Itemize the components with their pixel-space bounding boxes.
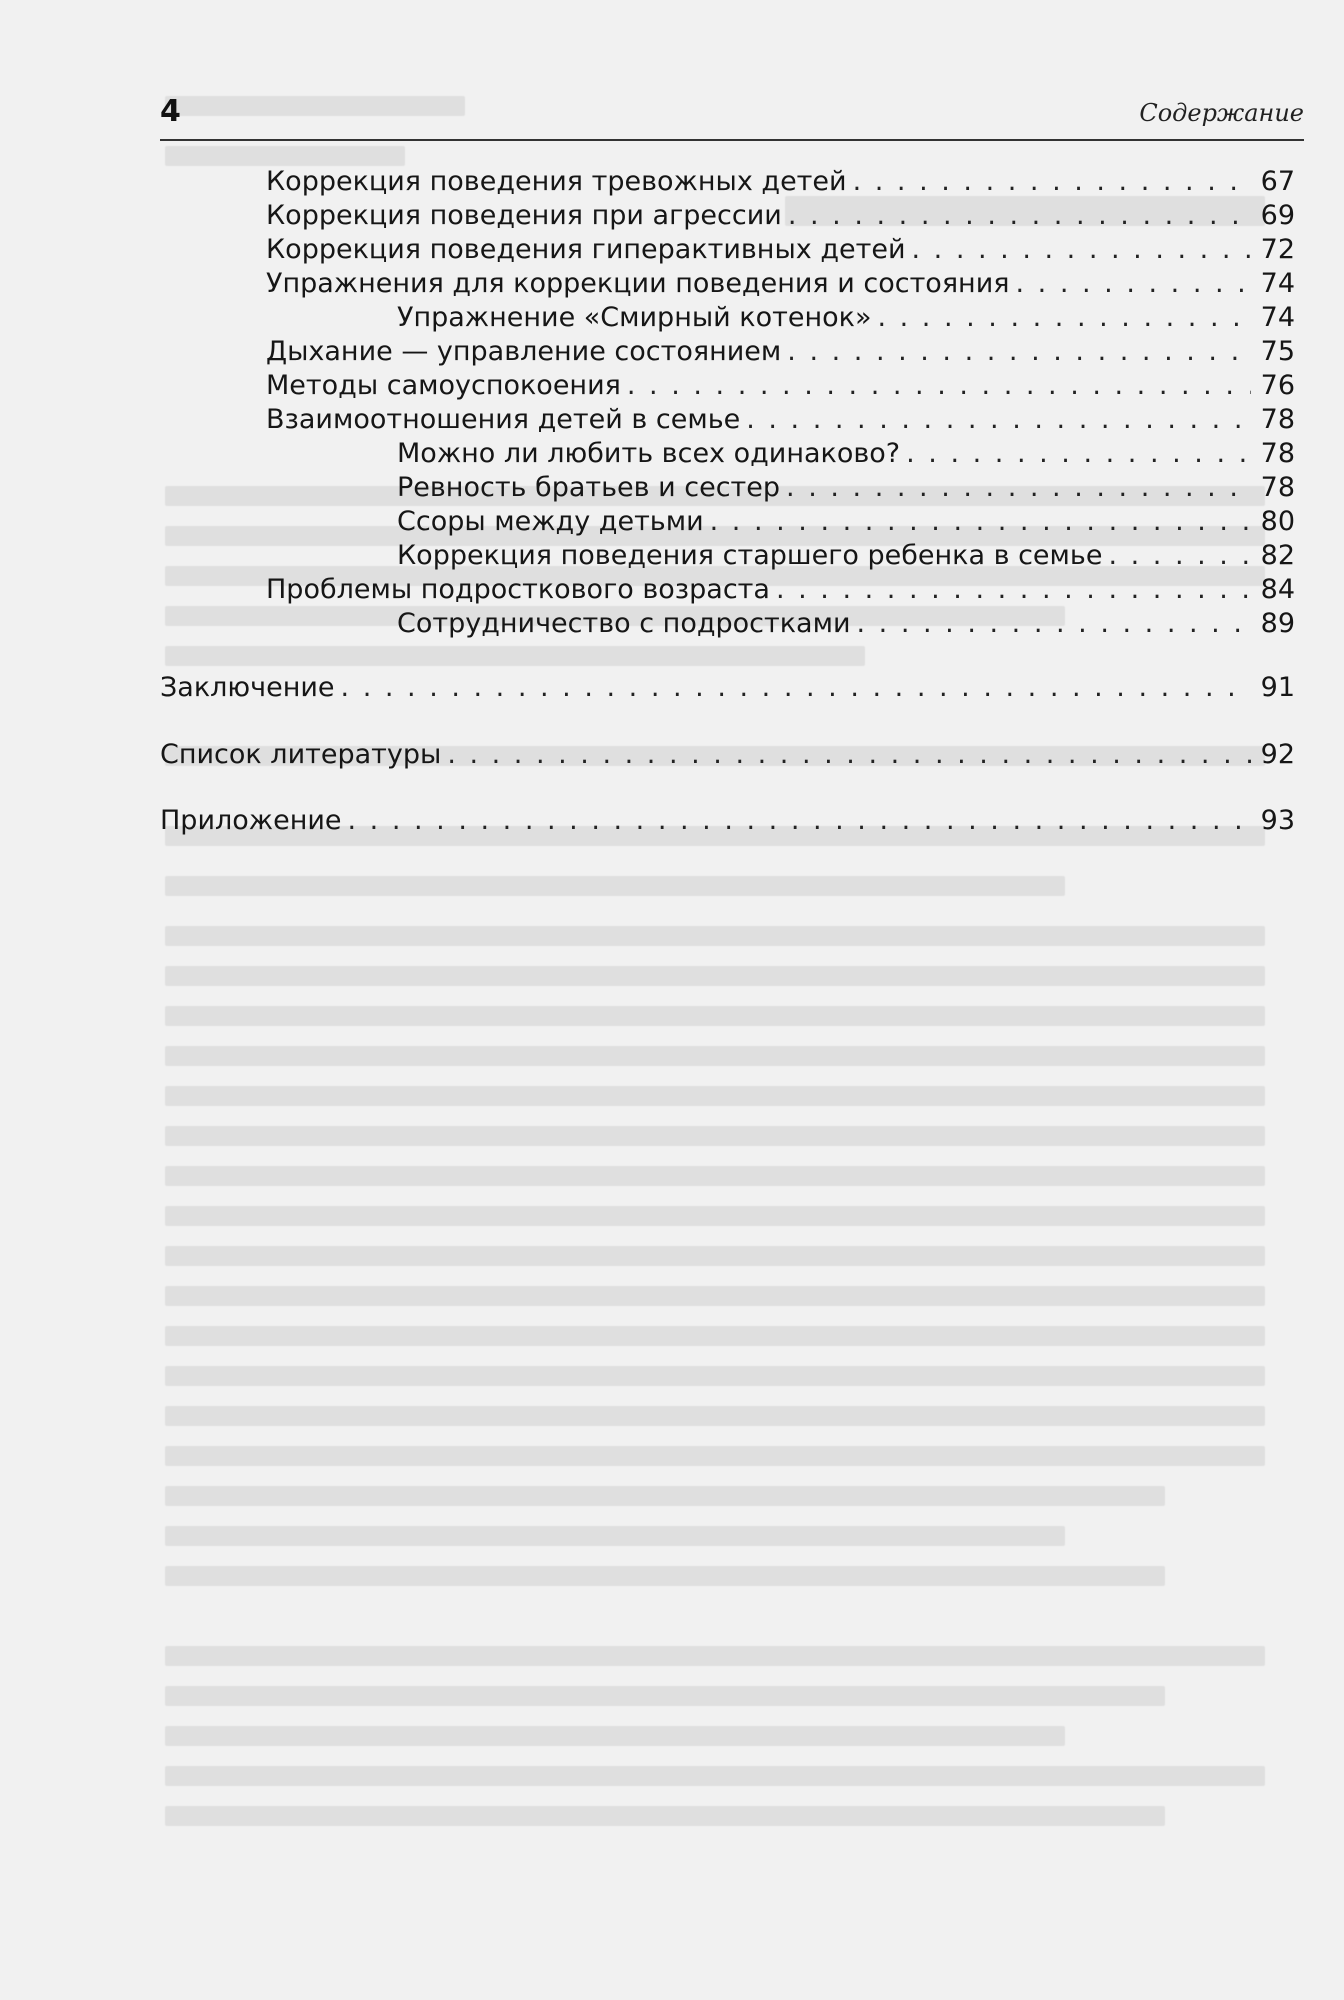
- toc-entry: [266, 369, 1295, 403]
- toc-entry-page: 78: [1260, 472, 1295, 503]
- toc-entry-page: 69: [1260, 200, 1295, 231]
- toc-entry: [397, 301, 1295, 335]
- toc-entry-title: Упражнение «Смирный котенок»: [397, 302, 872, 333]
- toc-entry: [160, 804, 1295, 838]
- toc-entry-page: 82: [1260, 540, 1295, 571]
- toc-entry-title: Коррекция поведения тревожных детей: [266, 166, 847, 197]
- dot-leader: [787, 335, 1251, 369]
- toc-entry-title: Заключение: [160, 672, 335, 703]
- dot-leader: [348, 804, 1251, 838]
- toc-entry: [397, 607, 1295, 641]
- dot-leader: [776, 573, 1251, 607]
- toc-entry-title: Сотрудничество с подростками: [397, 608, 851, 639]
- toc-entry-page: 78: [1260, 404, 1295, 435]
- toc-entry: [266, 165, 1295, 199]
- toc-entry: [266, 573, 1295, 607]
- toc-entry-page: 74: [1260, 268, 1295, 299]
- toc-entry-title: Взаимоотношения детей в семье: [266, 404, 741, 435]
- toc-entry: [266, 403, 1295, 437]
- toc-entry-title: Коррекция поведения при агрессии: [266, 200, 782, 231]
- dot-leader: [746, 403, 1251, 437]
- dot-leader: [912, 233, 1251, 267]
- toc-entry: [397, 437, 1295, 471]
- dot-leader: [627, 369, 1251, 403]
- toc-entry-title: Приложение: [160, 805, 342, 836]
- toc-entry: [266, 233, 1295, 267]
- toc-entry-page: 93: [1260, 805, 1295, 836]
- toc-entry-title: Методы самоуспокоения: [266, 370, 621, 401]
- toc-entry-page: 80: [1260, 506, 1295, 537]
- toc-entry-page: 92: [1260, 739, 1295, 770]
- dot-leader: [710, 505, 1251, 539]
- dot-leader: [853, 165, 1251, 199]
- toc-entry: [397, 539, 1295, 573]
- toc-entry-page: 74: [1260, 302, 1295, 333]
- toc-entry-page: 78: [1260, 438, 1295, 469]
- header-rule: [160, 139, 1304, 141]
- toc-entry-title: Дыхание — управление состоянием: [266, 336, 782, 367]
- dot-leader: [788, 199, 1251, 233]
- toc-entry-page: 67: [1260, 166, 1295, 197]
- toc-entry-page: 76: [1260, 370, 1295, 401]
- toc-entry: [397, 471, 1295, 505]
- dot-leader: [447, 738, 1251, 772]
- toc-entry: [397, 505, 1295, 539]
- toc-entry-title: Список литературы: [160, 739, 442, 770]
- toc-entry: [160, 671, 1295, 705]
- toc-entry-title: Проблемы подросткового возраста: [266, 574, 770, 605]
- toc-entry-page: 89: [1260, 608, 1295, 639]
- toc-entry: [160, 738, 1295, 772]
- toc-entry-page: 91: [1260, 672, 1295, 703]
- page-header: [160, 94, 1304, 138]
- running-head: Содержание: [1139, 99, 1304, 127]
- toc-entry-title: Упражнения для коррекции поведения и состояния: [266, 268, 1010, 299]
- dot-leader: [341, 671, 1251, 705]
- dot-leader: [906, 437, 1251, 471]
- toc-entry-title: Коррекция поведения старшего ребенка в семье: [397, 540, 1103, 571]
- dot-leader: [786, 471, 1251, 505]
- page-number: 4: [160, 94, 181, 129]
- toc-entry-page: 72: [1260, 234, 1295, 265]
- dot-leader: [857, 607, 1251, 641]
- toc-entry: [266, 199, 1295, 233]
- dot-leader: [1016, 267, 1251, 301]
- toc-entry-title: Коррекция поведения гиперактивных детей: [266, 234, 906, 265]
- toc-entry: [266, 335, 1295, 369]
- toc-entry-page: 84: [1260, 574, 1295, 605]
- dot-leader: [877, 301, 1251, 335]
- toc-entry-title: Ревность братьев и сестер: [397, 472, 781, 503]
- toc-entry-title: Можно ли любить всех одинаково?: [397, 438, 901, 469]
- toc-entry-title: Ссоры между детьми: [397, 506, 704, 537]
- dot-leader: [1108, 539, 1251, 573]
- toc-entry-page: 75: [1260, 336, 1295, 367]
- toc-entry: [266, 267, 1295, 301]
